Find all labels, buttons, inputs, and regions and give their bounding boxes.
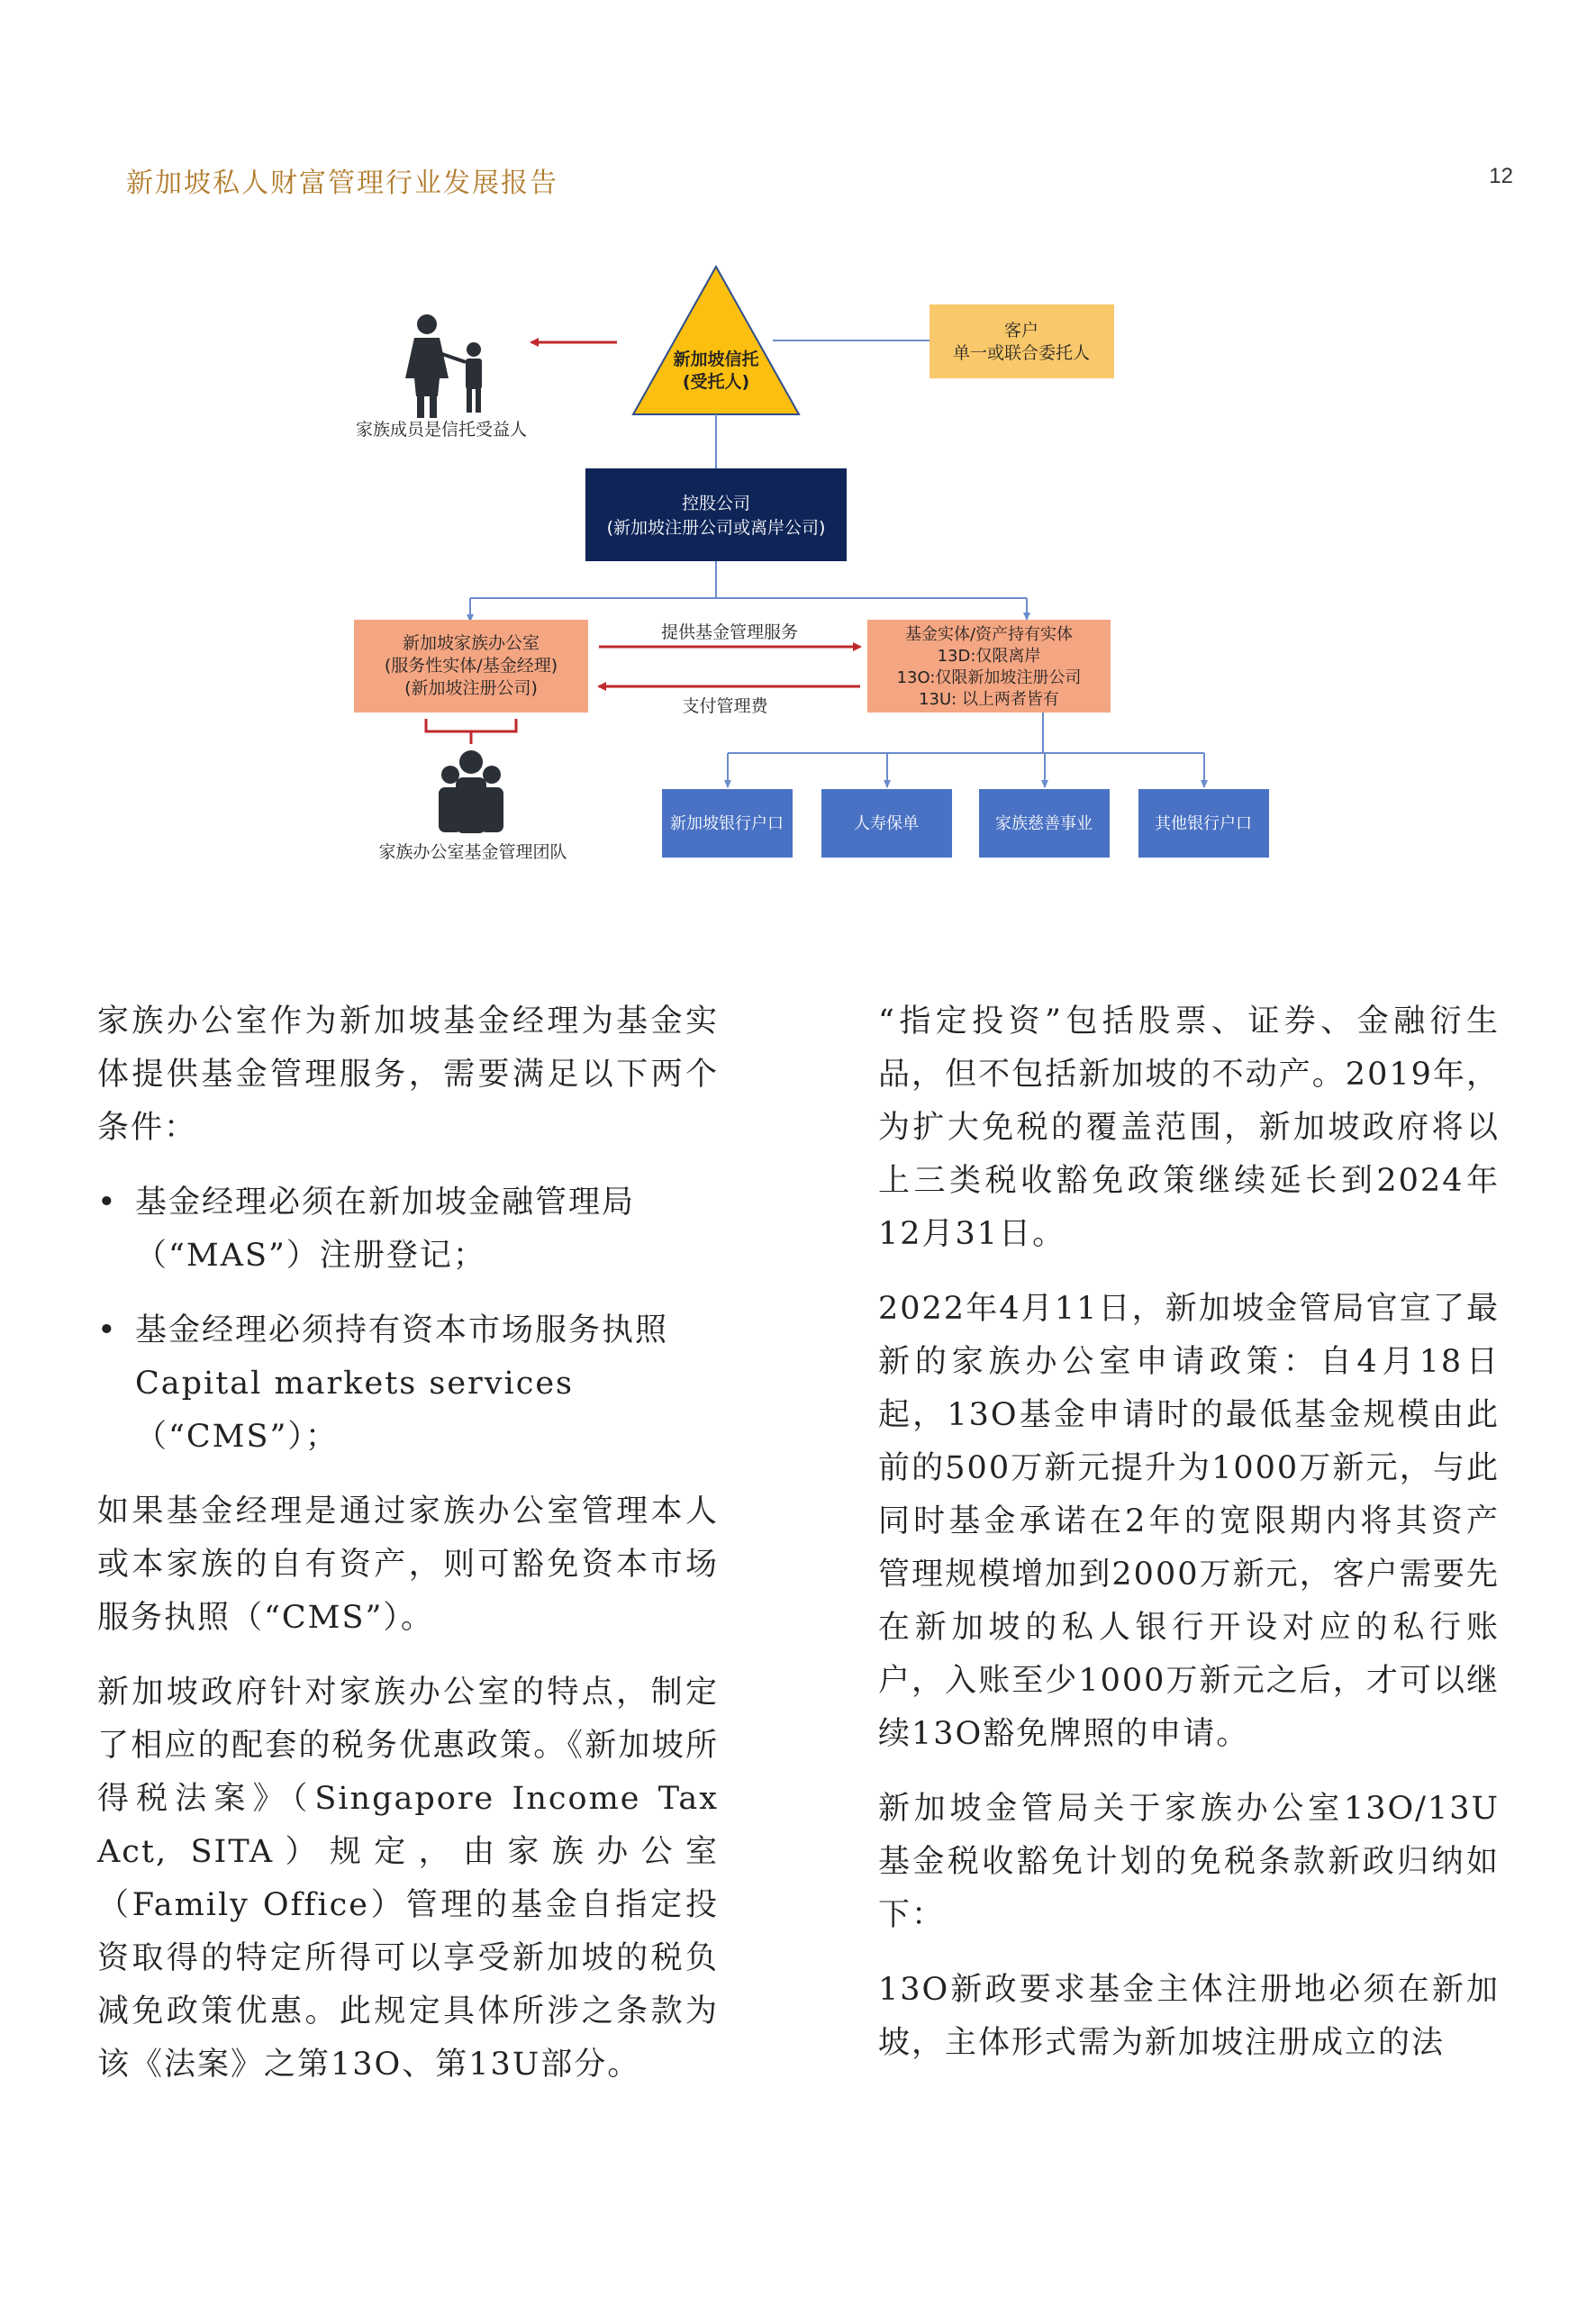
fund-team-icon — [439, 750, 503, 833]
asset-label-insurance: 人寿保单 — [854, 814, 919, 833]
fund-entity-line3: 13O:仅限新加坡注册公司 — [896, 668, 1082, 687]
condition-list — [97, 1176, 719, 1464]
pay-fee-label: 支付管理费 — [682, 696, 768, 716]
condition-item-cms — [97, 1304, 719, 1464]
bullet-icon: • — [97, 1185, 118, 1221]
holding-label-line1: 控股公司 — [681, 494, 751, 513]
condition-text-mas: 基金经理必须在新加坡金融管理局（“MAS”）注册登记； — [135, 1185, 636, 1274]
left-paragraph-3: 新加坡政府针对家族办公室的特点，制定了相应的配套的税务优惠政策。《新加坡所得税法案》（Singapore Income Tax Act, SITA）规定，由家族办公室（Family Office）管理的基金自指定投资取得的特定所得可以享受新加坡的税负减免政策优惠。此规定具体所涉之条款为该《法案》之第13O、第13U部分。 — [97, 1675, 719, 2083]
fund-entity-line4: 13U: 以上两者皆有 — [919, 690, 1059, 709]
client-box — [929, 304, 1114, 378]
beneficiary-label: 家族成员是信托受益人 — [355, 420, 528, 440]
client-label-line2: 单一或联合委托人 — [952, 343, 1091, 363]
condition-item-mas — [97, 1176, 719, 1283]
bracket-to-team — [426, 719, 516, 731]
left-column — [97, 995, 719, 2113]
holding-company-box — [585, 468, 847, 561]
right-paragraph-3: 新加坡金管局关于家族办公室13O/13U基金税收豁免计划的免税条款新政归纳如下： — [878, 1791, 1500, 1933]
bullet-icon: • — [97, 1312, 118, 1348]
page-number: 12 — [1489, 164, 1513, 188]
family-office-line3: (新加坡注册公司) — [404, 678, 538, 698]
right-column — [878, 995, 1500, 2092]
trust-label-line1: 新加坡信托 — [673, 350, 759, 369]
right-paragraph-1: “指定投资”包括股票、证券、金融衍生品，但不包括新加坡的不动产。2019年，为扩大免税的覆盖范围，新加坡政府将以上三类税收豁免政策继续延长到2024年12月31日。 — [878, 1003, 1500, 1252]
right-paragraph-2: 2022年4月11日，新加坡金管局官宣了最新的家族办公室申请政策：自4月18日起，13O基金申请时的最低基金规模由此前的500万新元提升为1000万新元，与此同时基金承诺在2年的宽限期内将其资产管理规模增加到2000万新元，客户需要先在新加坡的私人银行开设对应的私行账户，入账至少1000万新元之后，才可以继续13O豁免牌照的申请。 — [878, 1291, 1500, 1752]
holding-label-line2: (新加坡注册公司或离岸公司) — [606, 518, 826, 538]
team-label: 家族办公室基金管理团队 — [378, 842, 567, 862]
asset-label-other-bank: 其他银行户口 — [1155, 814, 1252, 833]
family-office-line2: (服务性实体/基金经理) — [384, 656, 558, 676]
fund-entity-line2: 13D:仅限离岸 — [937, 647, 1041, 666]
trust-label-line2: (受托人) — [682, 372, 750, 392]
left-paragraph-2: 如果基金经理是通过家族办公室管理本人或本家族的自有资产，则可豁免资本市场服务执照（“CMS”）。 — [97, 1493, 719, 1636]
asset-label-bank: 新加坡银行户口 — [670, 814, 784, 833]
left-paragraph-1: 家族办公室作为新加坡基金经理为基金实体提供基金管理服务，需要满足以下两个条件： — [97, 1003, 719, 1146]
client-label-line1: 客户 — [1003, 321, 1039, 340]
trust-structure-diagram — [0, 0, 1596, 901]
report-title: 新加坡私人财富管理行业发展报告 — [126, 168, 558, 199]
family-members-icon — [405, 314, 482, 418]
asset-label-charity: 家族慈善事业 — [995, 814, 1093, 833]
fund-entity-line1: 基金实体/资产持有实体 — [904, 625, 1074, 644]
right-paragraph-4: 13O新政要求基金主体注册地必须在新加坡，主体形式需为新加坡注册成立的法 — [878, 1972, 1500, 2061]
provide-service-label: 提供基金管理服务 — [660, 622, 799, 642]
condition-text-cms: 基金经理必须持有资本市场服务执照Capital markets services（“CMS”）； — [135, 1312, 669, 1455]
family-office-line1: 新加坡家族办公室 — [402, 633, 540, 653]
